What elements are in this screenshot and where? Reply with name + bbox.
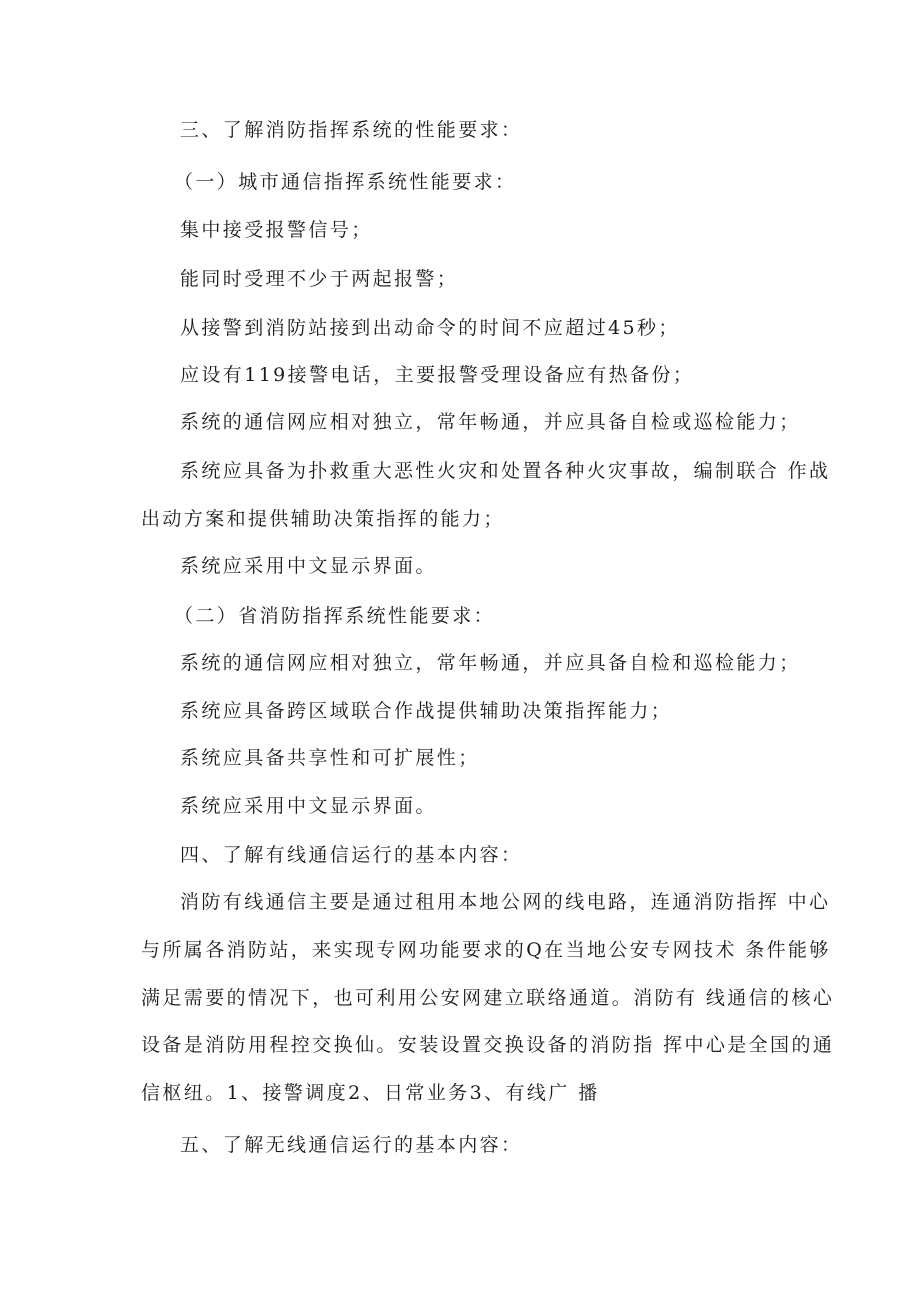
paragraph-line: 系统应采用中文显示界面。: [180, 555, 437, 577]
subsection-heading-city: （一）城市通信指挥系统性能要求：: [174, 171, 517, 193]
paragraph-line: 能同时受理不少于两起报警；: [180, 268, 459, 290]
paragraph-line: 设备是消防用程控交换仙。安装设置交换设备的消防指 挥中心是全国的通: [141, 1034, 835, 1056]
paragraph-line: 系统的通信网应相对独立，常年畅通，并应具备自检或巡检能力；: [180, 411, 801, 433]
paragraph-line: 信枢纽。1、接警调度2、日常业务3、有线广 播: [141, 1082, 600, 1104]
paragraph-line: 系统应采用中文显示界面。: [180, 795, 437, 817]
paragraph-line: 系统应具备为扑救重大恶性火灾和处置各种火灾事故，编制联合 作战: [180, 460, 831, 482]
paragraph-line: 系统应具备共享性和可扩展性；: [180, 747, 480, 769]
paragraph-line: 系统的通信网应相对独立，常年畅通，并应具备自检和巡检能力；: [180, 652, 801, 674]
paragraph-line: 出动方案和提供辅助决策指挥的能力；: [141, 508, 505, 530]
subsection-heading-province: （二）省消防指挥系统性能要求：: [174, 605, 496, 627]
section-heading-3: 三、了解消防指挥系统的性能要求：: [180, 119, 523, 141]
paragraph-line: 满足需要的情况下，也可利用公安网建立联络通道。消防有 线通信的核心: [141, 987, 835, 1009]
paragraph-line: 系统应具备跨区域联合作战提供辅助决策指挥能力；: [180, 700, 673, 722]
section-heading-5: 五、了解无线通信运行的基本内容：: [180, 1134, 523, 1156]
paragraph-line: 与所属各消防站，来实现专网功能要求的Q在当地公安专网技术 条件能够: [141, 939, 831, 961]
paragraph-line: 从接警到消防站接到出动命令的时间不应超过45秒；: [180, 317, 680, 339]
paragraph-line: 集中接受报警信号；: [180, 219, 373, 241]
section-heading-4: 四、了解有线通信运行的基本内容：: [180, 844, 523, 866]
paragraph-line: 消防有线通信主要是通过租用本地公网的线电路，连通消防指挥 中心: [180, 891, 831, 913]
paragraph-line: 应设有119接警电话，主要报警受理设备应有热备份；: [180, 364, 695, 386]
